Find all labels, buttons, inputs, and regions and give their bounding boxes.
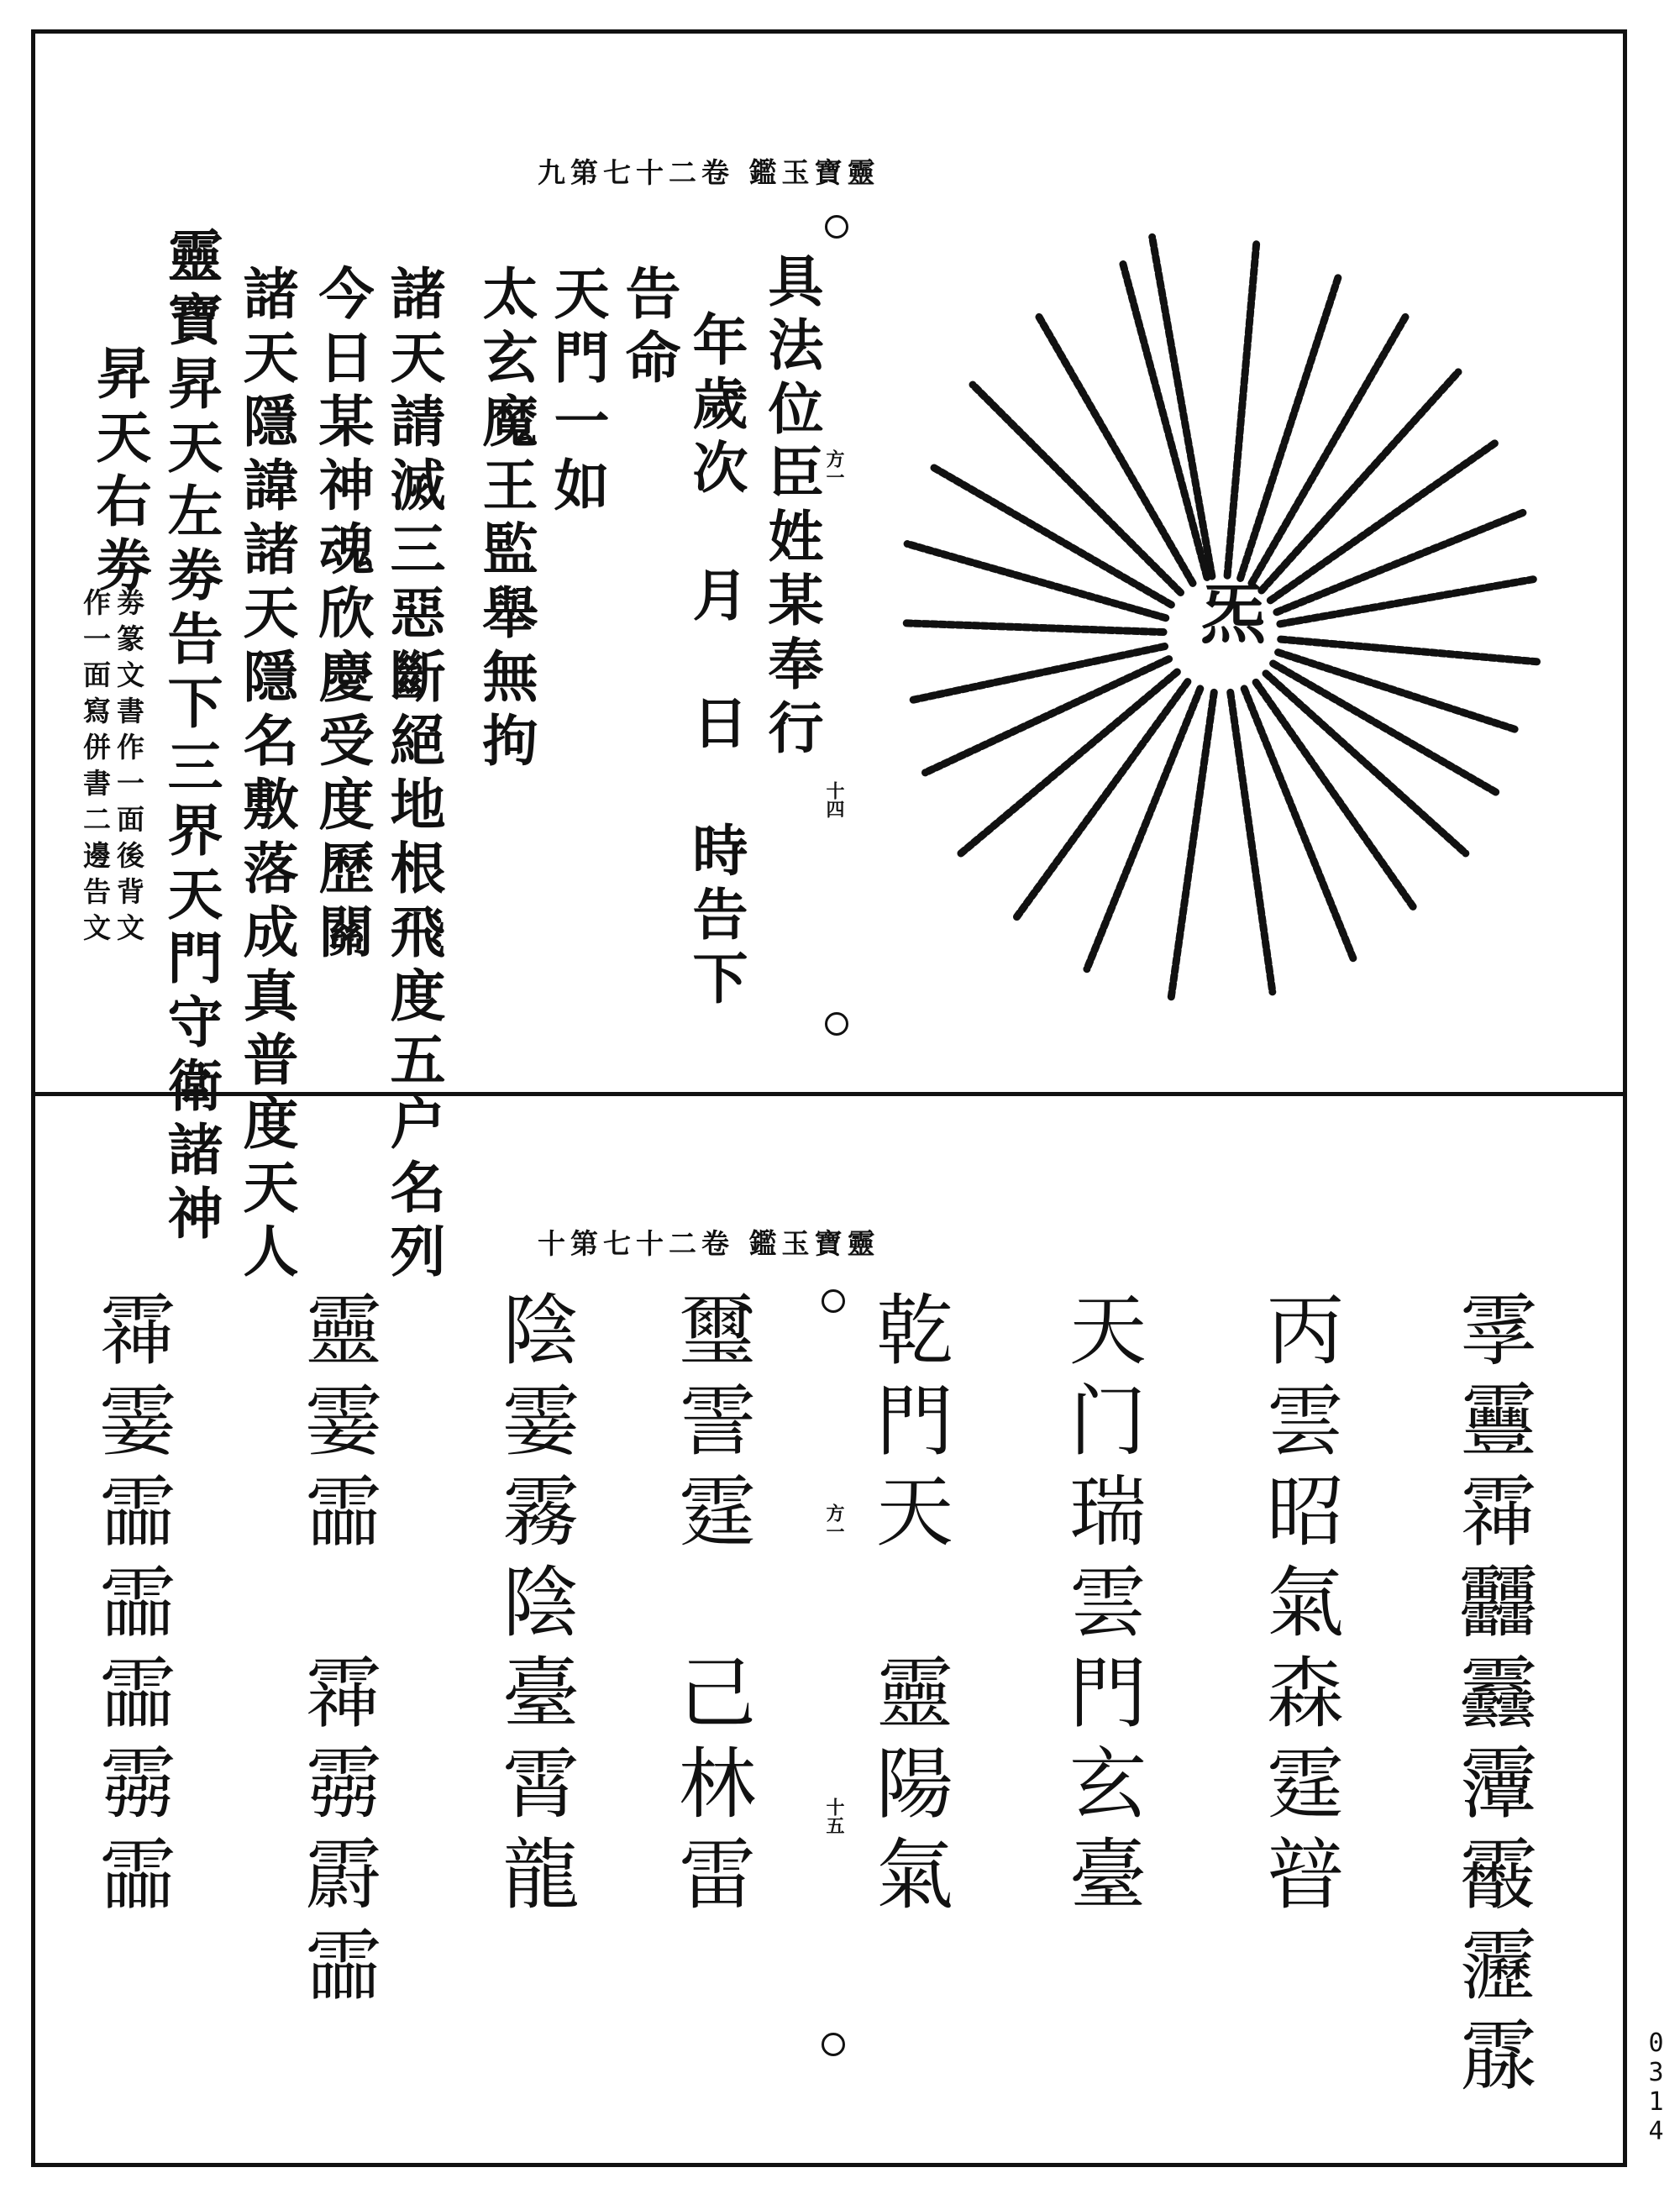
margin-mark-top-number: 十四	[823, 781, 845, 818]
page-number-digits: 0314	[1641, 2028, 1671, 2146]
talisman-ray	[1252, 314, 1407, 583]
seal-column-4: 乾門天 靈陽氣	[864, 1289, 953, 1924]
column-heavens-request: 諸天請滅三惡斷絕地根飛度五户名列	[381, 265, 446, 1286]
column-right-tally: 昇天右劵	[87, 344, 152, 600]
seal-column-1: 䨗靊䨩䨻䨺䨵䨷靋霡	[1447, 1289, 1537, 2106]
talisman-ray	[1227, 241, 1257, 575]
sigil-center-glyph: 炁	[1189, 580, 1266, 645]
talisman-ray	[1262, 372, 1458, 590]
margin-mark-bottom-fang: 方一	[823, 1504, 845, 1540]
page-number	[1640, 2028, 1671, 2146]
top-page-header: 九第七十二卷 鑑玉寶靈	[538, 156, 880, 189]
talisman-ray	[1280, 579, 1536, 624]
talisman-ray	[1241, 275, 1339, 578]
seal-column-2: 丙雲昭氣森霆暜	[1254, 1289, 1344, 1924]
note-seal-script-left: 作一面寫併書二邊告文	[79, 588, 112, 949]
column-date-line: 年歲次 月 日 時告下	[683, 311, 748, 1013]
margin-circle-bottom-upper	[822, 1289, 845, 1313]
seal-column-8: 䨩霎霝霝霝霛霝	[87, 1289, 176, 1924]
margin-mark-bottom-number: 十五	[823, 1798, 845, 1834]
talisman-ray	[903, 623, 1163, 632]
seal-column-3: 天门瑞雲門玄臺	[1057, 1289, 1147, 1924]
column-heaven-gate: 天門一如	[544, 265, 610, 520]
talisman-ray	[973, 385, 1180, 592]
talisman-ray	[1277, 512, 1526, 612]
bottom-page-header: 十第七十二卷 鑑玉寶靈	[538, 1227, 880, 1260]
seal-column-7: 靈霎霝 䨩霛霨霝	[292, 1289, 382, 2015]
margin-circle-bottom-lower	[822, 2033, 845, 2056]
talisman-ray	[1273, 664, 1499, 794]
column-command: 告命	[616, 265, 681, 392]
talisman-ray	[1256, 682, 1415, 909]
seal-column-6: 陰霎霧陰臺霄龍	[490, 1289, 580, 1924]
talisman-ray	[1281, 639, 1541, 662]
margin-mark-top-fang: 方一	[823, 449, 845, 486]
seal-column-5: 璽霅霆 己林雷	[666, 1289, 756, 1924]
column-demon-king: 太玄魔王監舉無拘	[473, 265, 538, 775]
column-title-line: 具法位臣姓某奉行	[759, 252, 824, 763]
column-hidden-names: 諸天隱諱諸天隱名敷落成真普度天人	[234, 265, 299, 1286]
note-seal-script-right: 劵篆文書作一面後背文	[113, 588, 145, 949]
talisman-ray	[1270, 442, 1497, 601]
column-today-spirit: 今日某神魂欣慶受度歷關	[309, 265, 375, 967]
column-left-tally: 靈寶昇天左劵告下三界天門守衛諸神	[158, 227, 223, 1248]
talisman-ray	[910, 647, 1164, 701]
